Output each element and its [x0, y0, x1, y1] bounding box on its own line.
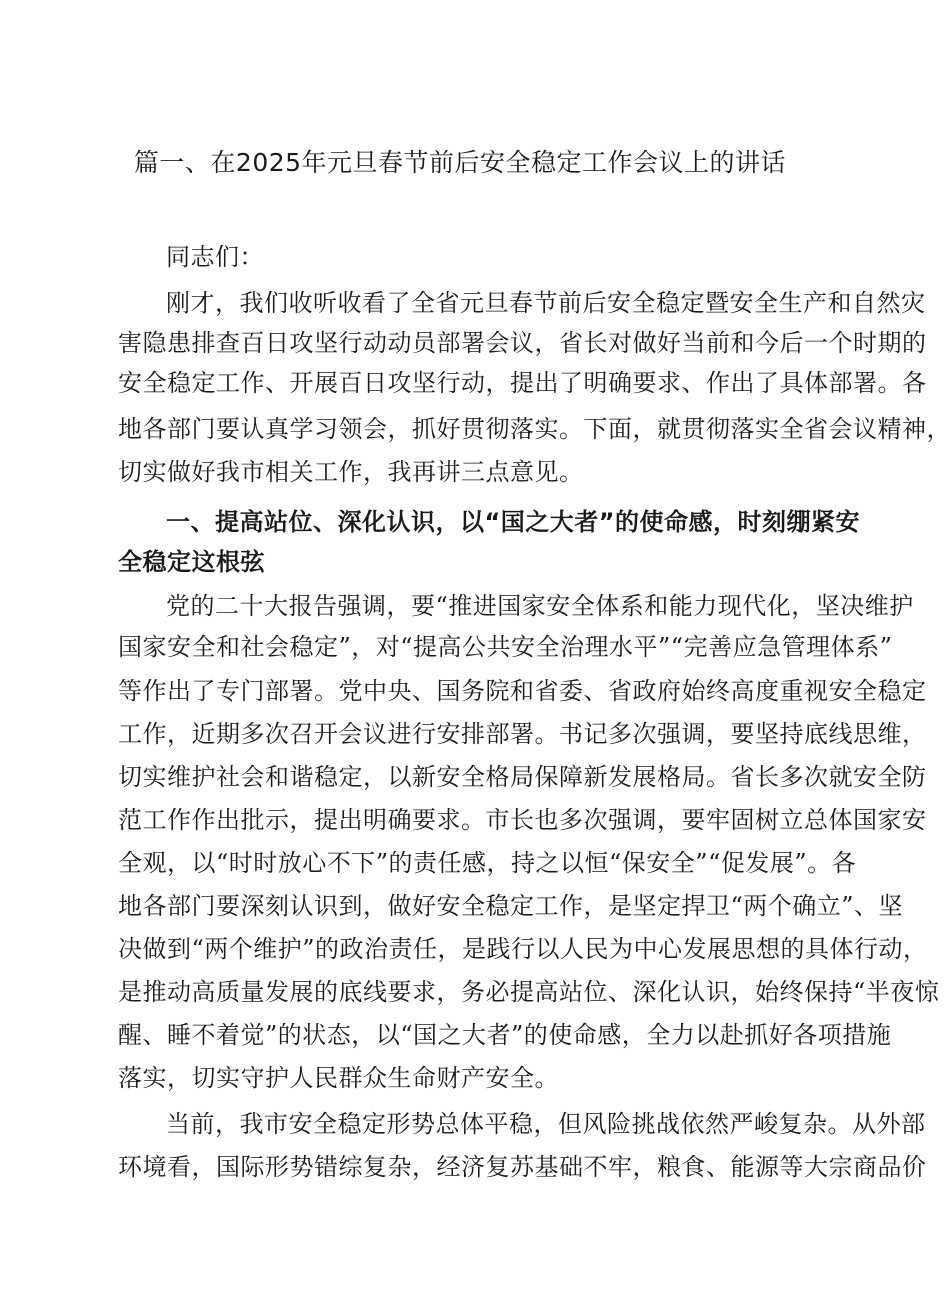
- paragraph-2-line-6: 范工作作出批示，提出明确要求。市长也多次强调，要牢固树立总体国家安: [118, 806, 927, 834]
- paragraph-2-line-5: 切实维护社会和谐稳定，以新安全格局保障新发展格局。省长多次就安全防: [118, 763, 927, 791]
- paragraph-1-line-3: 安全稳定工作、开展百日攻坚行动，提出了明确要求、作出了具体部署。各: [118, 369, 927, 397]
- paragraph-3-line-2: 环境看，国际形势错综复杂，经济复苏基础不牢，粮食、能源等大宗商品价: [118, 1153, 927, 1181]
- paragraph-1-line-2: 害隐患排查百日攻坚行动动员部署会议，省长对做好当前和今后一个时期的: [118, 329, 927, 357]
- paragraph-2-line-2: 国家安全和社会稳定”，对“提高公共安全治理水平”“完善应急管理体系”: [118, 633, 893, 661]
- document-title: 篇一、在2025年元旦春节前后安全稳定工作会议上的讲话: [133, 148, 787, 177]
- paragraph-1-line-4: 地各部门要认真学习领会，抓好贯彻落实。下面，就贯彻落实全省会议精神，: [118, 415, 951, 443]
- section-heading-1-line-2: 全稳定这根弦: [118, 548, 265, 576]
- paragraph-2-line-12: 落实，切实守护人民群众生命财产安全。: [118, 1064, 559, 1092]
- paragraph-2-line-9: 决做到“两个维护”的政治责任，是践行以人民为中心发展思想的具体行动，: [118, 935, 928, 963]
- paragraph-2-line-1: 党的二十大报告强调，要“推进国家安全体系和能力现代化，坚决维护: [166, 592, 914, 620]
- salutation: 同志们：: [166, 243, 264, 271]
- paragraph-2-line-8: 地各部门要深刻认识到，做好安全稳定工作，是坚定捍卫“两个确立”、坚: [118, 892, 904, 920]
- paragraph-2-line-10: 是推动高质量发展的底线要求，务必提高站位、深化认识，始终保持“半夜惊: [118, 978, 940, 1006]
- paragraph-2-line-11: 醒、睡不着觉”的状态，以“国之大者”的使命感，全力以赴抓好各项措施: [118, 1021, 892, 1049]
- paragraph-3-line-1: 当前，我市安全稳定形势总体平稳，但风险挑战依然严峻复杂。从外部: [166, 1110, 926, 1138]
- paragraph-2-line-4: 工作，近期多次召开会议进行安排部署。书记多次强调，要坚持底线思维，: [118, 720, 927, 748]
- paragraph-1-line-5: 切实做好我市相关工作，我再讲三点意见。: [118, 458, 584, 486]
- paragraph-1-line-1: 刚才，我们收听收看了全省元旦春节前后安全稳定暨安全生产和自然灾: [166, 289, 926, 317]
- section-heading-1-line-1: 一、提高站位、深化认识，以“国之大者”的使命感，时刻绷紧安: [166, 508, 861, 536]
- paragraph-2-line-3: 等作出了专门部署。党中央、国务院和省委、省政府始终高度重视安全稳定: [118, 677, 927, 705]
- paragraph-2-line-7: 全观，以“时时放心不下”的责任感，持之以恒“保安全”“促发展”。各: [118, 849, 857, 877]
